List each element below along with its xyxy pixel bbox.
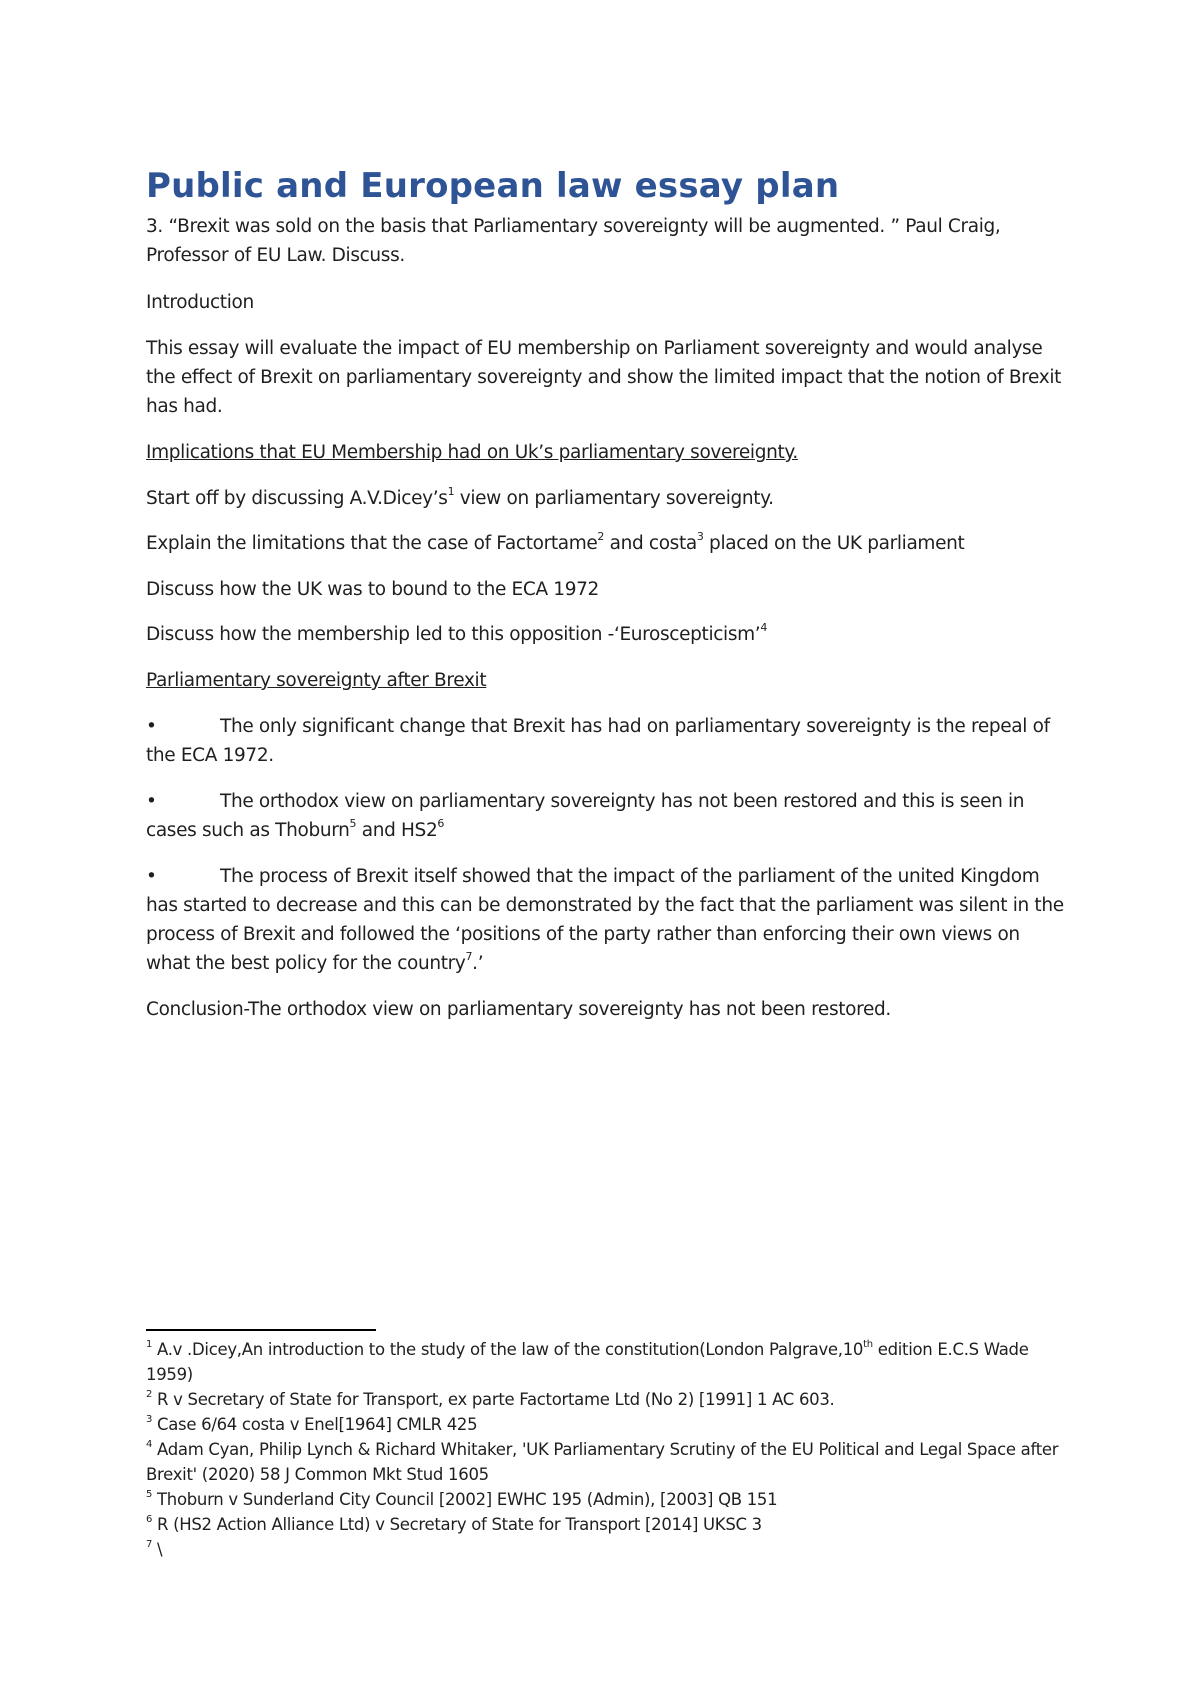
conclusion: Conclusion-The orthodox view on parliamentary sovereignty has not been restored. — [146, 999, 891, 1020]
bullet-item-3: • The process of Brexit itself showed that the impact of the parliament of the united Kingdom has started to decrease and this can be demonstrated by the fact that the parliament was silent in the process of Brexit and followed the ‘positions of the party rather than enforcing their own views on what the best policy for the country$^7$.’ — [146, 862, 1066, 978]
introduction-text: This essay will evaluate the impact of EU membership on Parliament sovereignty and would analyse the effect of Brexit on parliamentary sovereignty and show the limited impact that the notion of Brexit has had. — [146, 338, 1062, 417]
section-heading-after-brexit: Parliamentary sovereignty after Brexit — [146, 670, 487, 691]
introduction-heading: Introduction — [146, 292, 254, 313]
essay-question: 3. “Brexit was sold on the basis that Parliamentary sovereignty will be augmented. ” Paul Craig, Professor of EU Law. Discuss. — [146, 216, 1001, 266]
bullet-marker: • — [146, 791, 157, 812]
footnote-7: $^7$ \ — [146, 1538, 163, 1559]
footnote-ref-2[interactable]: 2 — [597, 529, 605, 543]
section-heading-eu-membership: Implications that EU Membership had on Uk’s parliamentary sovereignty. — [146, 442, 798, 463]
bullet-marker: • — [146, 866, 157, 887]
point-euroscepticism: Discuss how the membership led to this opposition -‘Euroscepticism’$^4$ — [146, 620, 767, 645]
bullet-item-1: • The only significant change that Brexit has had on parliamentary sovereignty is the repeal of the ECA 1972. — [146, 712, 1066, 770]
footnote-4: $^4$ Adam Cyan, Philip Lynch & Richard Whitaker, 'UK Parliamentary Scrutiny of the EU Political and Legal Space after Brexit' (2020) 58 J Common Mkt Stud 1605 — [146, 1438, 1059, 1484]
footnote-1: $^1$ A.v .Dicey,An introduction to the study of the law of the constitution(London Palgrave,10th edition E.C.S Wade 1959) — [146, 1338, 1029, 1384]
footnote-ref-3[interactable]: 3 — [696, 529, 704, 543]
footnote-ref-4[interactable]: 4 — [760, 620, 767, 634]
footnote-separator — [146, 1329, 376, 1331]
footnote-ref-5[interactable]: 5 — [349, 816, 357, 830]
footnote-6: $^6$ R (HS2 Action Alliance Ltd) v Secretary of State for Transport [2014] UKSC 3 — [146, 1513, 762, 1534]
point-dicey: Start off by discussing $A.V.Dicey’s^1$ view on parliamentary sovereignty. — [146, 484, 774, 509]
bullet-marker: • — [146, 716, 157, 737]
footnote-3: $^3$ Case 6/64 costa v Enel[1964] CMLR 425 — [146, 1413, 478, 1434]
page-title: Public and European law essay plan — [146, 166, 840, 206]
footnote-ref-6[interactable]: 6 — [437, 816, 445, 830]
footnote-2: $^2$ R v Secretary of State for Transport, ex parte Factortame Ltd (No 2) [1991] 1 AC 603. — [146, 1388, 835, 1409]
point-factortame: Explain the limitations that the case of Factortame$^2$ and costa$^3$ placed on the UK parliament — [146, 529, 965, 554]
footnote-ref-1[interactable]: 1 — [447, 484, 455, 498]
footnote-5: $^5$ Thoburn v Sunderland City Council [2002] EWHC 195 (Admin), [2003] QB 151 — [146, 1488, 778, 1509]
bullet-item-2: • The orthodox view on parliamentary sovereignty has not been restored and this is seen in cases such as Thoburn$^5$ and $HS2^6$ — [146, 787, 1066, 845]
point-eca: Discuss how the UK was to bound to the ECA 1972 — [146, 579, 599, 600]
footnote-ref-7[interactable]: 7 — [465, 949, 473, 963]
